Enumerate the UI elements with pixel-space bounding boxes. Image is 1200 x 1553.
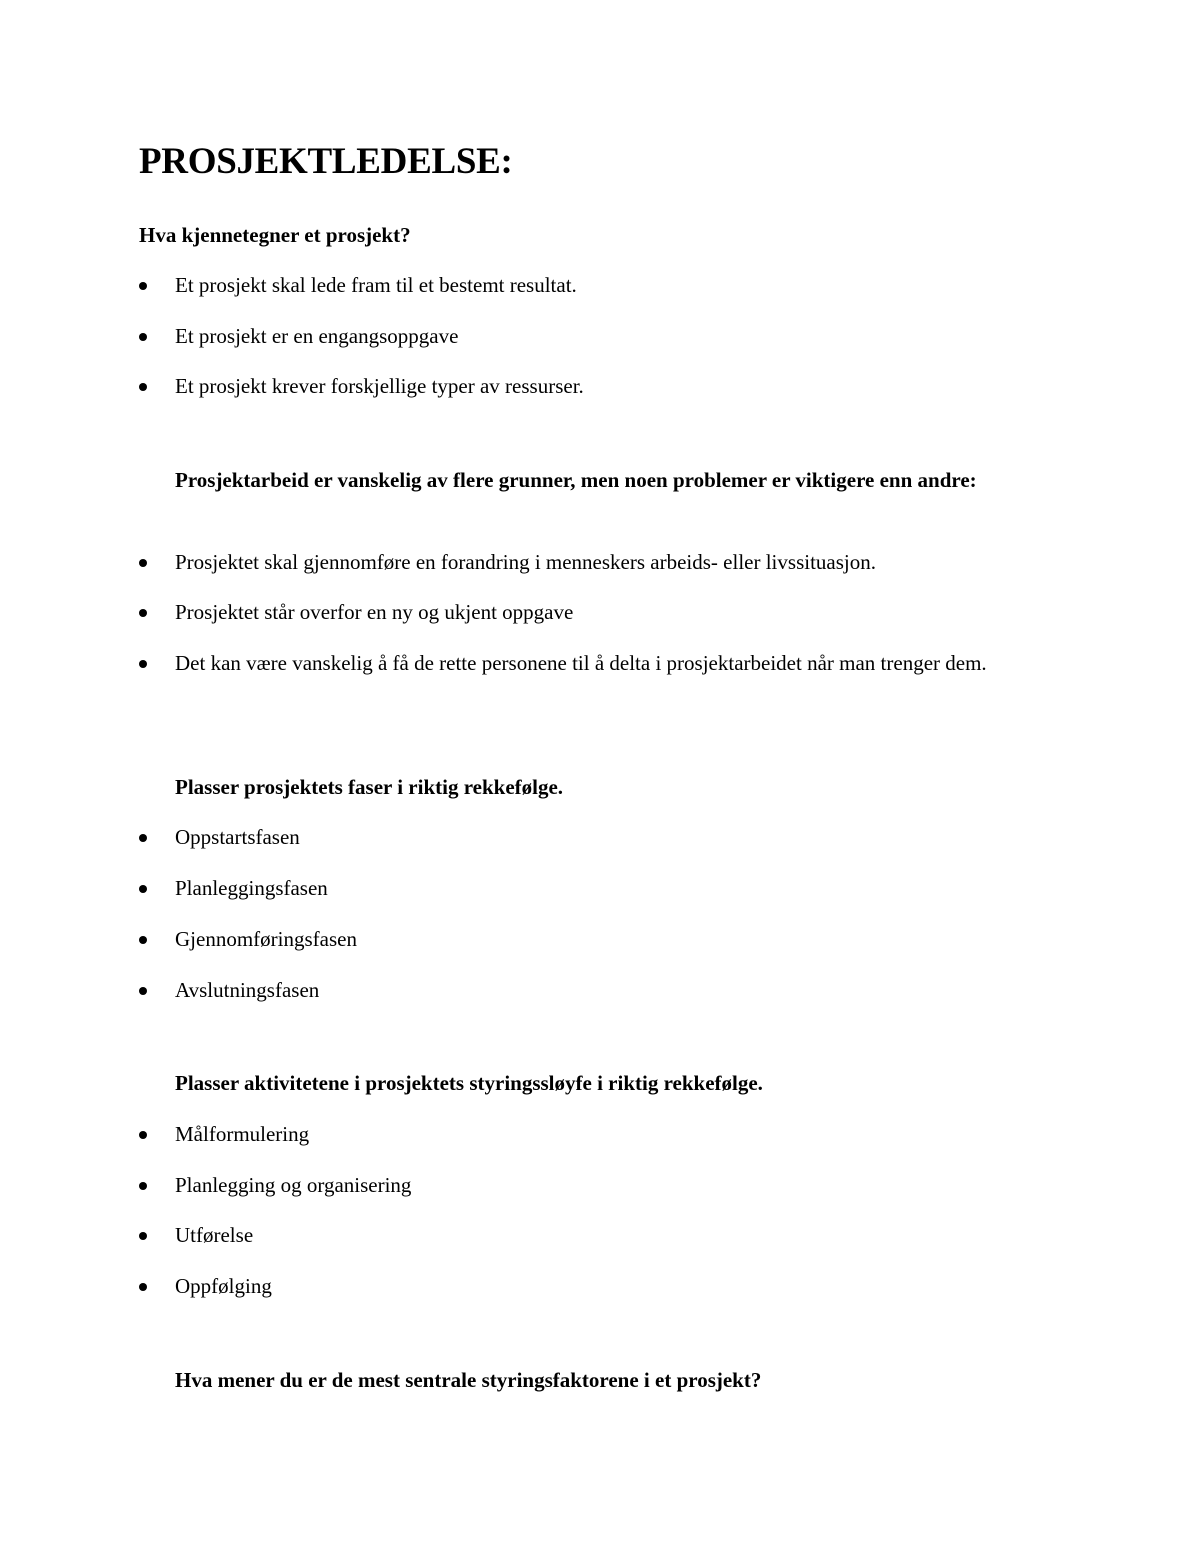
bullet-icon — [139, 282, 147, 290]
section-heading: Prosjektarbeid er vanskelig av flere grunner, men noen problemer er viktigere enn andre: — [175, 468, 977, 492]
bullet-icon — [139, 1131, 147, 1139]
bullet-icon — [139, 1232, 147, 1240]
bullet-icon — [139, 834, 147, 842]
list-item-text: Utførelse — [175, 1223, 254, 1247]
list-item-text: Et prosjekt er en engangsoppgave — [175, 324, 459, 348]
list-item-text: Et prosjekt skal lede fram til et bestemt resultat. — [175, 273, 577, 297]
bullet-icon — [139, 885, 147, 893]
section-heading: Hva mener du er de mest sentrale styringsfaktorene i et prosjekt? — [175, 1368, 762, 1392]
bullet-icon — [139, 609, 147, 617]
list-item-text: Prosjektet skal gjennomføre en forandring i menneskers arbeids- eller livssituasjon. — [175, 550, 876, 574]
bullet-icon — [139, 660, 147, 668]
bullet-icon — [139, 1182, 147, 1190]
bullet-icon — [139, 333, 147, 341]
bullet-icon — [139, 559, 147, 567]
list-item-text: Avslutningsfasen — [175, 978, 320, 1002]
bullet-icon — [139, 383, 147, 391]
bullet-icon — [139, 987, 147, 995]
document-title: PROSJEKTLEDELSE: — [139, 141, 513, 182]
list-item-text: Et prosjekt krever forskjellige typer av ressurser. — [175, 374, 584, 398]
section-heading: Plasser aktivitetene i prosjektets styringssløyfe i riktig rekkefølge. — [175, 1071, 763, 1095]
list-item-text: Målformulering — [175, 1122, 310, 1146]
list-item-text: Planlegging og organisering — [175, 1173, 412, 1197]
list-item-text: Det kan være vanskelig å få de rette personene til å delta i prosjektarbeidet når man trenger dem. — [175, 651, 987, 675]
list-item-text: Planleggingsfasen — [175, 876, 328, 900]
list-item-text: Oppfølging — [175, 1274, 272, 1298]
bullet-icon — [139, 1283, 147, 1291]
section-heading: Hva kjennetegner et prosjekt? — [139, 223, 411, 247]
list-item-text: Oppstartsfasen — [175, 825, 300, 849]
list-item-text: Gjennomføringsfasen — [175, 927, 357, 951]
list-item-text: Prosjektet står overfor en ny og ukjent oppgave — [175, 600, 574, 624]
bullet-icon — [139, 936, 147, 944]
section-heading: Plasser prosjektets faser i riktig rekkefølge. — [175, 775, 564, 799]
